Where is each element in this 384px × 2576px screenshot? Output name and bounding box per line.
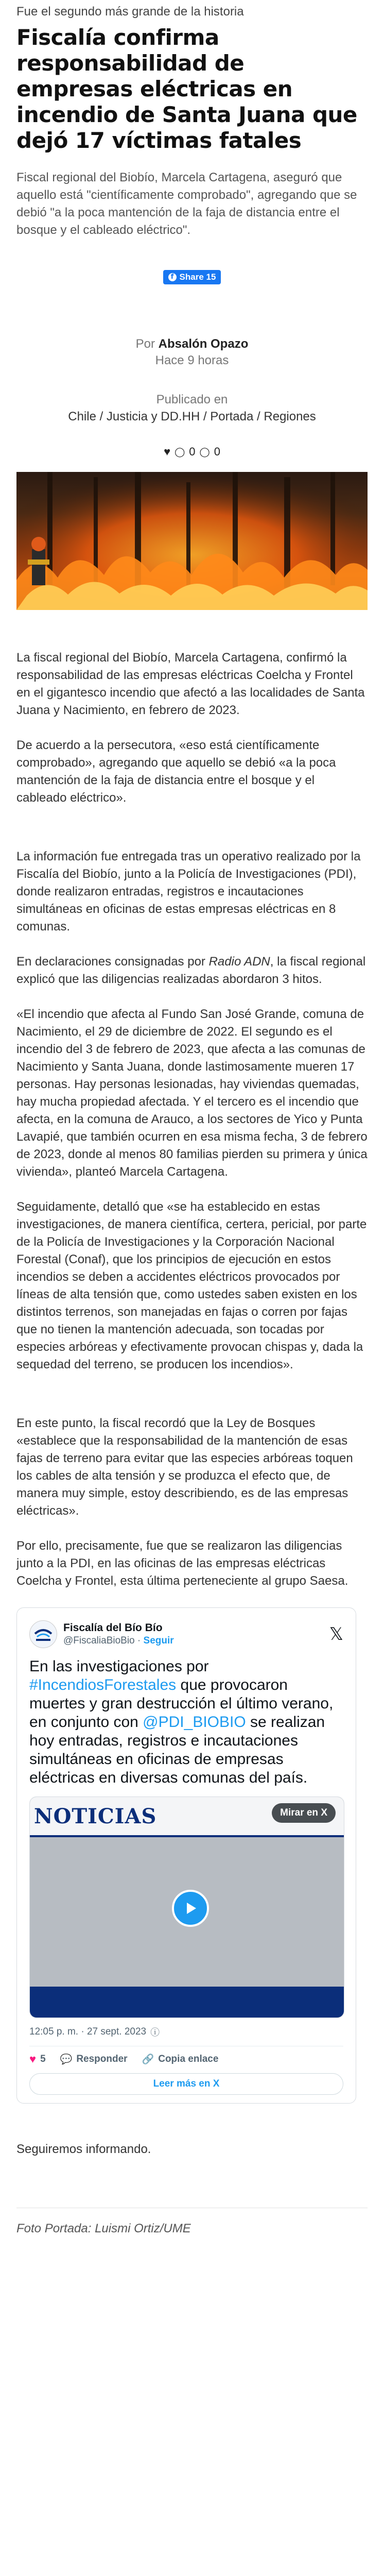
tweet-timestamp[interactable]: 12:05 p. m. · 27 sept. 2023 (29, 2026, 147, 2037)
author-link[interactable]: Absalón Opazo (158, 337, 249, 351)
article-kicker: Fue el segundo más grande de la historia (16, 5, 244, 19)
read-more-on-x-button[interactable]: Leer más en X (29, 2073, 343, 2095)
watch-on-x-button[interactable]: Mirar en X (272, 1803, 336, 1823)
article-headline: Fiscalía confirma responsabilidad de empresas eléctricas en incendio de Santa Juana que dejó 17 víctimas fatales (16, 25, 357, 153)
spacer (16, 824, 368, 848)
hashtag-link[interactable]: #IncendiosForestales (29, 1676, 177, 1693)
facebook-share-label: Share 15 (179, 272, 216, 282)
embedded-tweet[interactable] (16, 1607, 356, 2104)
paragraph: Por ello, precisamente, fue que se realizaron las diligencias junto a la PDI, en las oficinas de las empresas eléctricas Coelcha y Frontel, esta última perteneciente al grupo Saesa. (16, 1539, 348, 1588)
like-count: 0 (214, 445, 220, 458)
copy-link-label: Copia enlace (158, 2054, 219, 2064)
article-body (16, 649, 368, 1590)
video-lower-third (30, 1987, 344, 2018)
tweet-timestamp-row (29, 2025, 343, 2039)
wildfire-illustration (16, 472, 368, 610)
paragraph: La fiscal regional del Biobío, Marcela Cartagena, confirmó la responsabilidad de las empresas eléctricas Coelcha y Frontel en el gigantesco incendio que afectó a las localidades de Santa Juana y Nacimiento, en febrero de 2023. (16, 651, 365, 717)
paragraph-text: En declaraciones consignadas por (16, 955, 209, 969)
paragraph: En este punto, la fiscal recordó que la Ley de Bosques «establece que la responsabilidad de la mantención de esas fajas de terreno para evitar que las especies arbóreas toquen los cables de alta tensión y se produzca el efecto que, de manera muy simple, estoy describiendo, es de las empresas eléctricas». (16, 1416, 353, 1518)
link-icon: 🔗 (142, 2054, 154, 2065)
paragraph: La información fue entregada tras un operativo realizado por la Fiscalía del Biobío, junto a la Policía de Investigaciones (PDI), donde realizaron entradas, registros e incautaciones simultáneas en oficinas de estas empresas eléctricas en 8 comunas. (16, 850, 361, 934)
tweet-actions (29, 2046, 343, 2066)
tweet-header (29, 1620, 343, 1648)
play-icon[interactable] (172, 1890, 209, 1927)
reply-action[interactable] (60, 2053, 128, 2065)
like-action[interactable] (29, 2053, 46, 2066)
byline (16, 336, 368, 369)
paragraph-text: , la fiscal regional explicó que las diligencias realizadas abordaron 3 hitos. (16, 955, 366, 986)
tweet-author (63, 1621, 323, 1647)
category-links[interactable]: Chile / Justicia y DD.HH / Portada / Regiones (68, 410, 316, 423)
fiscalia-logo-avatar[interactable] (29, 1620, 57, 1648)
copy-link-action[interactable] (142, 2053, 219, 2065)
paragraph: De acuerdo a la persecutora, «eso está científicamente comprobado», agregando que aquello se debió «a la poca mantención de la faja de distancia entre el bosque y el cableado eléctrico». (16, 738, 336, 805)
tweet-like-count: 5 (40, 2054, 46, 2064)
separator-dot: · (137, 1635, 141, 1646)
byline-prefix: Por (135, 337, 155, 351)
tweet-video[interactable] (29, 1797, 344, 2018)
tweet-text-part: que provocaron muertes y gran destrucción el último verano, en conjunto con (29, 1676, 334, 1731)
facebook-icon: f (168, 273, 177, 281)
x-logo-icon[interactable]: 𝕏 (329, 1624, 343, 1645)
info-icon[interactable]: ⓘ (150, 2027, 160, 2038)
quote-paragraph: «El incendio que afecta al Fundo San José Grande, comuna de Nacimiento, el 29 de diciembre de 2022. El segundo es el incendio del 3 de febrero de 2023, que afecta a las comunas de Nacimiento y Santa Juana, donde lastimosamente mueren 17 personas. Hay personas lesionadas, hay viviendas quemadas, hay mucha propiedad afectada. Y el tercero es el incendio que afecta, en la comuna de Arauco, a los sectores de Yico y Punta Lavapié, que también ocurren en esa misma fecha, 3 de febrero de 2023, donde al menos 80 familias pierden su primera y única vivienda», planteó Marcela Cartagena. (16, 1007, 368, 1179)
follow-button[interactable]: Seguir (143, 1635, 174, 1646)
comment-count: 0 (189, 445, 196, 458)
publish-time: Hace 9 horas (155, 353, 229, 367)
tweet-author-handle-row (63, 1635, 323, 1647)
play-triangle-icon (183, 1901, 198, 1916)
mention-link[interactable]: @PDI_BIOBIO (143, 1714, 246, 1731)
heart-icon[interactable]: ♥ (164, 445, 171, 458)
article-lead: Fiscal regional del Biobío, Marcela Cartagena, aseguró que aquello está "científicamente comprobado", agregando que se debió "a la poca mantención de la faja de distancia entre el bosque y el cableado eléctrico". (16, 171, 357, 237)
tweet-text-part: se realizan hoy entradas, registros e incautaciones simultáneas en oficinas de empresas eléctricas en diversas comunas del país. (29, 1714, 325, 1786)
heart-icon: ♥ (29, 2053, 37, 2065)
fiscalia-logo-icon (33, 1625, 54, 1643)
comment-icon[interactable]: ◯ (174, 446, 185, 457)
tweet-text (29, 1657, 343, 1787)
photo-credit: Foto Portada: Luismi Ortiz/UME (16, 2222, 191, 2235)
published-in (16, 392, 368, 426)
published-label: Publicado en (156, 393, 228, 406)
noticias-title: NOTICIAS (34, 1804, 157, 1828)
hero-image-wildfire-firefighter (16, 472, 368, 610)
tweet-author-name[interactable]: Fiscalía del Bío Bío (63, 1622, 163, 1634)
tweet-author-handle[interactable]: @FiscaliaBioBio (63, 1635, 135, 1646)
quote-paragraph: Seguidamente, detalló que «se ha establecido en estas investigaciones, de manera científica, certera, pericial, por parte de la Policía de Investigaciones y la Corporación Nacional Forestal (Conaf), que los principios de ejecución en estos incendios se deben a accidentes eléctricos provocados por líneas de alta tensión que, como ustedes saben existen en los distintos terrenos, son manejadas en fajas o corren por fajas que no tienen la mantención adecuada, son tocadas por especies arbóreas y efectivamente provocan chispas y, dada la sequedad del terreno, se producen los incendios». (16, 1200, 367, 1371)
reactions-row (16, 445, 368, 459)
share-row (16, 270, 368, 284)
closing-line: Seguiremos informando. (16, 2142, 151, 2156)
facebook-share-button[interactable] (163, 270, 221, 284)
source-name: Radio ADN (208, 955, 270, 969)
spacer (16, 1391, 368, 1415)
reply-label: Responder (76, 2054, 128, 2064)
view-icon: ◯ (199, 446, 210, 457)
reply-icon: 💬 (60, 2054, 73, 2065)
tweet-text-part: En las investigaciones por (29, 1658, 209, 1675)
paragraph (16, 953, 368, 988)
